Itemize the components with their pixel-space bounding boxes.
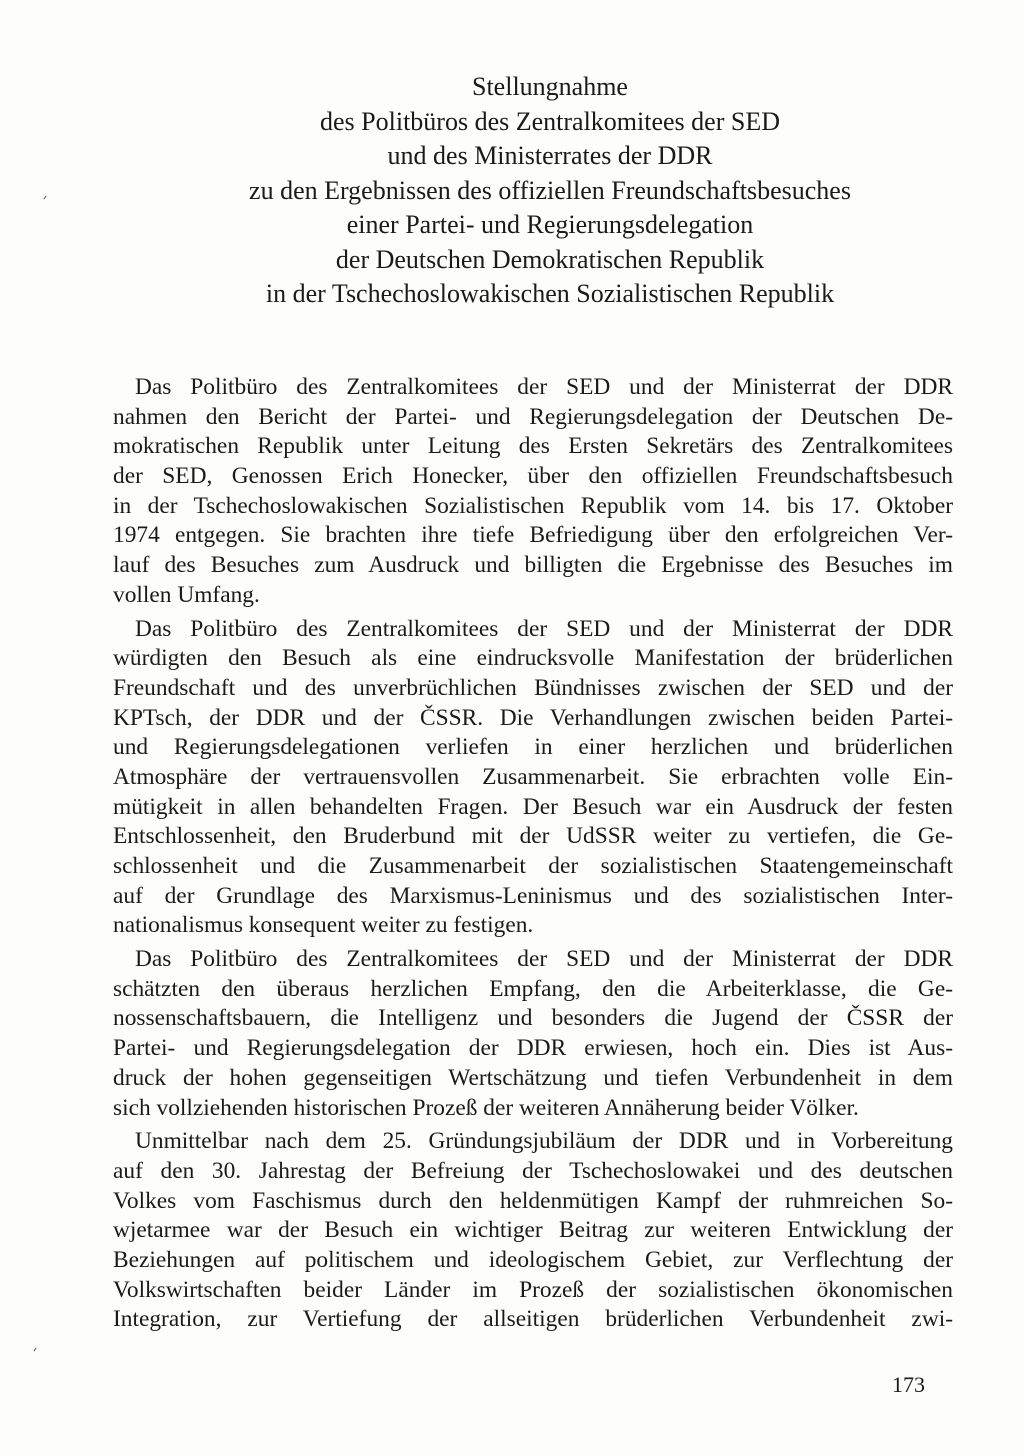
text-line: Freundschaft und des unverbrüchlichen Bündnisses zwischen der SED und der [113,674,953,701]
text-line: mütigkeit in allen behandelten Fragen. Der Besuch war ein Ausdruck der festen [113,793,953,820]
text-line: schätzten den überaus herzlichen Empfang, den die Arbeiterklasse, die Ge- [113,975,953,1002]
text-line: vollen Umfang. [113,581,260,608]
title-line: Stellungnahme [472,72,628,101]
text-line: Volkes vom Faschismus durch den heldenmütigen Kampf der ruhmreichen So- [113,1187,953,1214]
text-line: Das Politbüro des Zentralkomitees der SED und der Ministerrat der DDR [135,615,953,642]
document-body [113,373,953,1335]
title-line: und des Ministerrates der DDR [387,141,713,170]
page-number: 173 [892,1372,925,1397]
text-line: druck der hohen gegenseitigen Wertschätzung und tiefen Verbundenheit in dem [113,1064,953,1091]
text-line: würdigten den Besuch als eine eindrucksvolle Manifestation der brüderlichen [113,645,953,672]
text-line: auf der Grundlage des Marxismus-Leninismus und des sozialistischen Inter- [113,882,953,909]
text-line: Das Politbüro des Zentralkomitees der SED und der Ministerrat der DDR [135,946,953,973]
text-line: auf den 30. Jahrestag der Befreiung der Tschechoslowakei und des deutschen [113,1157,953,1184]
paragraph-2 [113,615,953,942]
title-line: des Politbüros des Zentralkomitees der SED [320,106,780,136]
paragraph-3 [113,945,953,1123]
text-line: Beziehungen auf politischem und ideologischem Gebiet, zur Verflechtung der [113,1246,953,1273]
text-line: KPTsch, der DDR und der ČSSR. Die Verhandlungen zwischen beiden Partei- [113,704,953,731]
title-line: einer Partei- und Regierungsdelegation [346,210,754,239]
document-title [150,70,950,312]
text-line: 1974 entgegen. Sie brachten ihre tiefe Befriedigung über den erfolgreichen Ver- [113,522,953,549]
text-line: nossenschaftsbauern, die Intelligenz und besonders die Jugend der ČSSR der [113,1005,953,1032]
text-line: Atmosphäre der vertrauensvollen Zusammenarbeit. Sie erbrachten volle Ein- [113,763,953,790]
scan-speck [43,196,46,200]
text-line: wjetarmee war der Besuch ein wichtiger Beitrag zur weiteren Entwicklung der [113,1217,953,1244]
text-line: Integration, zur Vertiefung der allseitigen brüderlichen Verbundenheit zwi- [113,1306,953,1333]
text-line: nahmen den Bericht der Partei- und Regierungsdelegation der Deutschen De- [113,403,953,430]
text-line: Unmittelbar nach dem 25. Gründungsjubiläum der DDR und in Vorbereitung [135,1128,953,1155]
text-line: Partei- und Regierungsdelegation der DDR erwiesen, hoch ein. Dies ist Aus- [113,1035,953,1062]
text-line: Volkswirtschaften beider Länder im Prozeß der sozialistischen ökonomischen [113,1276,953,1303]
text-line: Entschlossenheit, den Bruderbund mit der UdSSR weiter zu vertiefen, die Ge- [113,823,953,850]
title-line: in der Tschechoslowakischen Sozialistischen Republik [265,279,835,308]
text-line: Das Politbüro des Zentralkomitees der SED und der Ministerrat der DDR [135,374,953,400]
title-line: zu den Ergebnissen des offiziellen Freundschaftsbesuches [249,175,851,205]
text-line: mokratischen Republik unter Leitung des Ersten Sekretärs des Zentralkomitees [113,433,953,460]
title-line: der Deutschen Demokratischen Republik [335,244,765,274]
text-line: nationalismus konsequent weiter zu festigen. [113,912,534,939]
text-line: in der Tschechoslowakischen Sozialistischen Republik vom 14. bis 17. Oktober [113,492,953,519]
text-line: schlossenheit und die Zusammenarbeit der sozialistischen Staatengemeinschaft [113,853,953,879]
text-line: der SED, Genossen Erich Honecker, über den offiziellen Freundschaftsbesuch [113,463,953,490]
paragraph-4 [113,1127,953,1335]
paragraph-1 [113,373,953,611]
text-line: lauf des Besuches zum Ausdruck und billigten die Ergebnisse des Besuches im [113,552,953,579]
scan-speck [33,1348,36,1352]
text-line: und Regierungsdelegationen verliefen in einer herzlichen und brüderlichen [113,734,953,761]
text-line: sich vollziehenden historischen Prozeß der weiteren Annäherung beider Völker. [113,1094,859,1121]
